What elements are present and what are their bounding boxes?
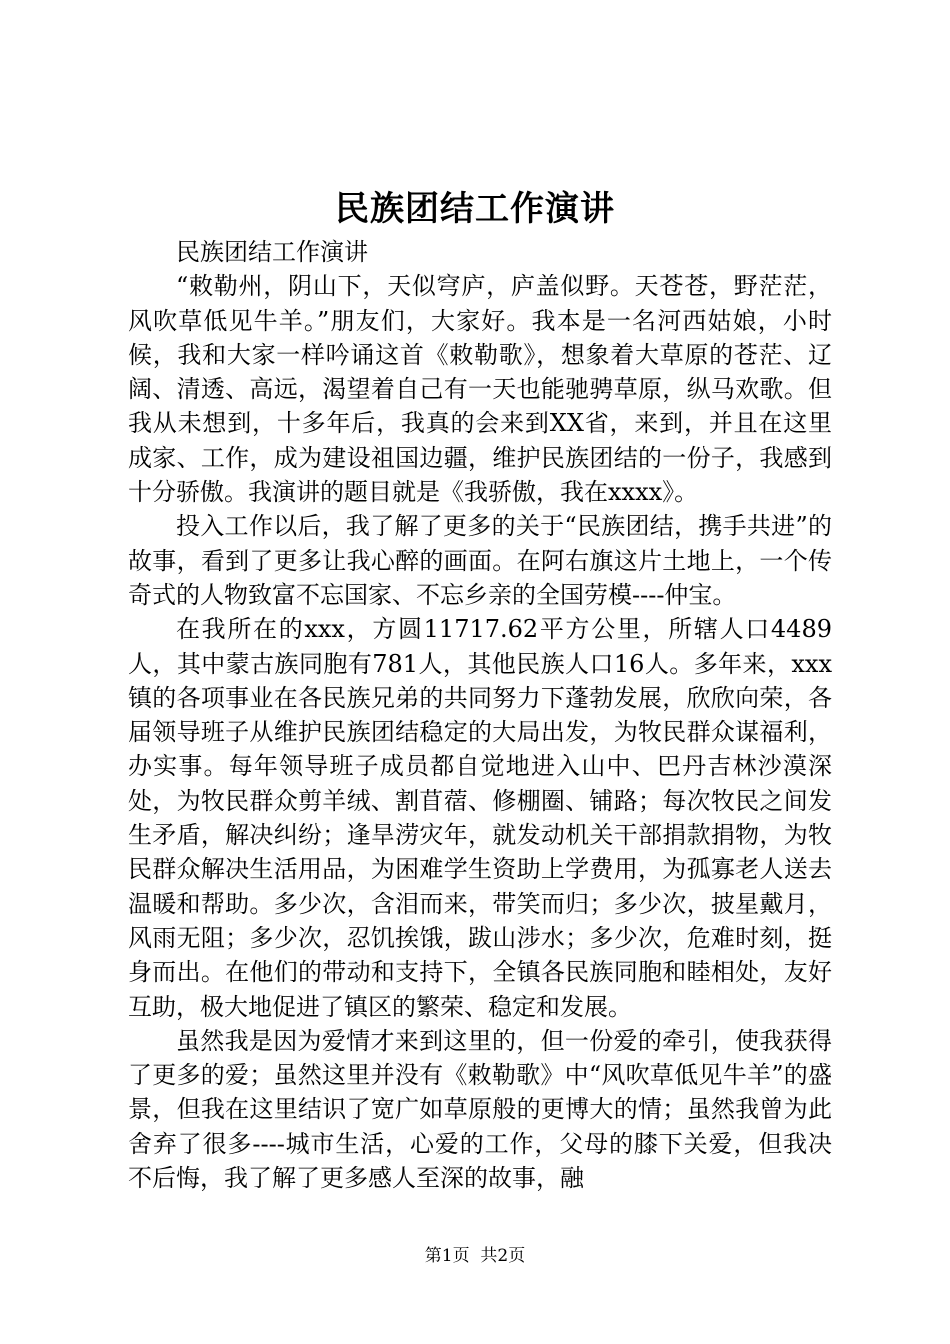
document-body: [128, 235, 832, 1195]
page-footer: [0, 1244, 950, 1268]
body-paragraph: 虽然我是因为爱情才来到这里的，但一份爱的牵引，使我获得了更多的爱；虽然这里并没有《敕勒歌》中“风吹草低见牛羊”的盛景，但我在这里结识了宽广如草原般的更博大的情；虽然我曾为此舍弃了很多----城市生活，心爱的工作，父母的膝下关爱，但我决不后悔，我了解了更多感人至深的故事，融: [128, 1026, 832, 1193]
body-paragraph: 在我所在的xxx，方圆11717.62平方公里，所辖人口4489人，其中蒙古族同胞有781人，其他民族人口16人。多年来，xxx镇的各项事业在各民族兄弟的共同努力下蓬勃发展，欣欣向荣，各届领导班子从维护民族团结稳定的大局出发，为牧民群众谋福利，办实事。每年领导班子成员都自觉地进入山中、巴丹吉林沙漠深处，为牧民群众剪羊绒、割苜蓿、修棚圈、铺路；每次牧民之间发生矛盾，解决纠纷；逢旱涝灾年，就发动机关干部捐款捐物，为牧民群众解决生活用品，为困难学生资助上学费用，为孤寡老人送去温暖和帮助。多少次，含泪而来，带笑而归；多少次，披星戴月，风雨无阻；多少次，忍饥挨饿，跋山涉水；多少次，危难时刻，挺身而出。在他们的带动和支持下，全镇各民族同胞和睦相处，友好互助，极大地促进了镇区的繁荣、稳定和发展。: [128, 615, 832, 1021]
document-title: 民族团结工作演讲: [335, 189, 615, 229]
page-number-label: 第1页 共2页: [424, 1246, 526, 1266]
body-paragraph: 民族团结工作演讲: [176, 238, 368, 266]
body-paragraph: “敕勒州，阴山下，天似穹庐，庐盖似野。天苍苍，野茫茫，风吹草低见牛羊。”朋友们，大家好。我本是一名河西姑娘，小时候，我和大家一样吟诵这首《敕勒歌》，想象着大草原的苍茫、辽阔、清透、高远，渴望着自己有一天也能驰骋草原，纵马欢歌。但我从未想到，十多年后，我真的会来到XX省，来到，并且在这里成家、工作，成为建设祖国边疆，维护民族团结的一份子，我感到十分骄傲。我演讲的题目就是《我骄傲，我在xxxx》。: [128, 272, 832, 507]
body-paragraph: 投入工作以后，我了解了更多的关于“民族团结，携手共进”的故事，看到了更多让我心醉的画面。在阿右旗这片土地上，一个传奇式的人物致富不忘国家、不忘乡亲的全国劳模----仲宝。: [128, 512, 832, 609]
